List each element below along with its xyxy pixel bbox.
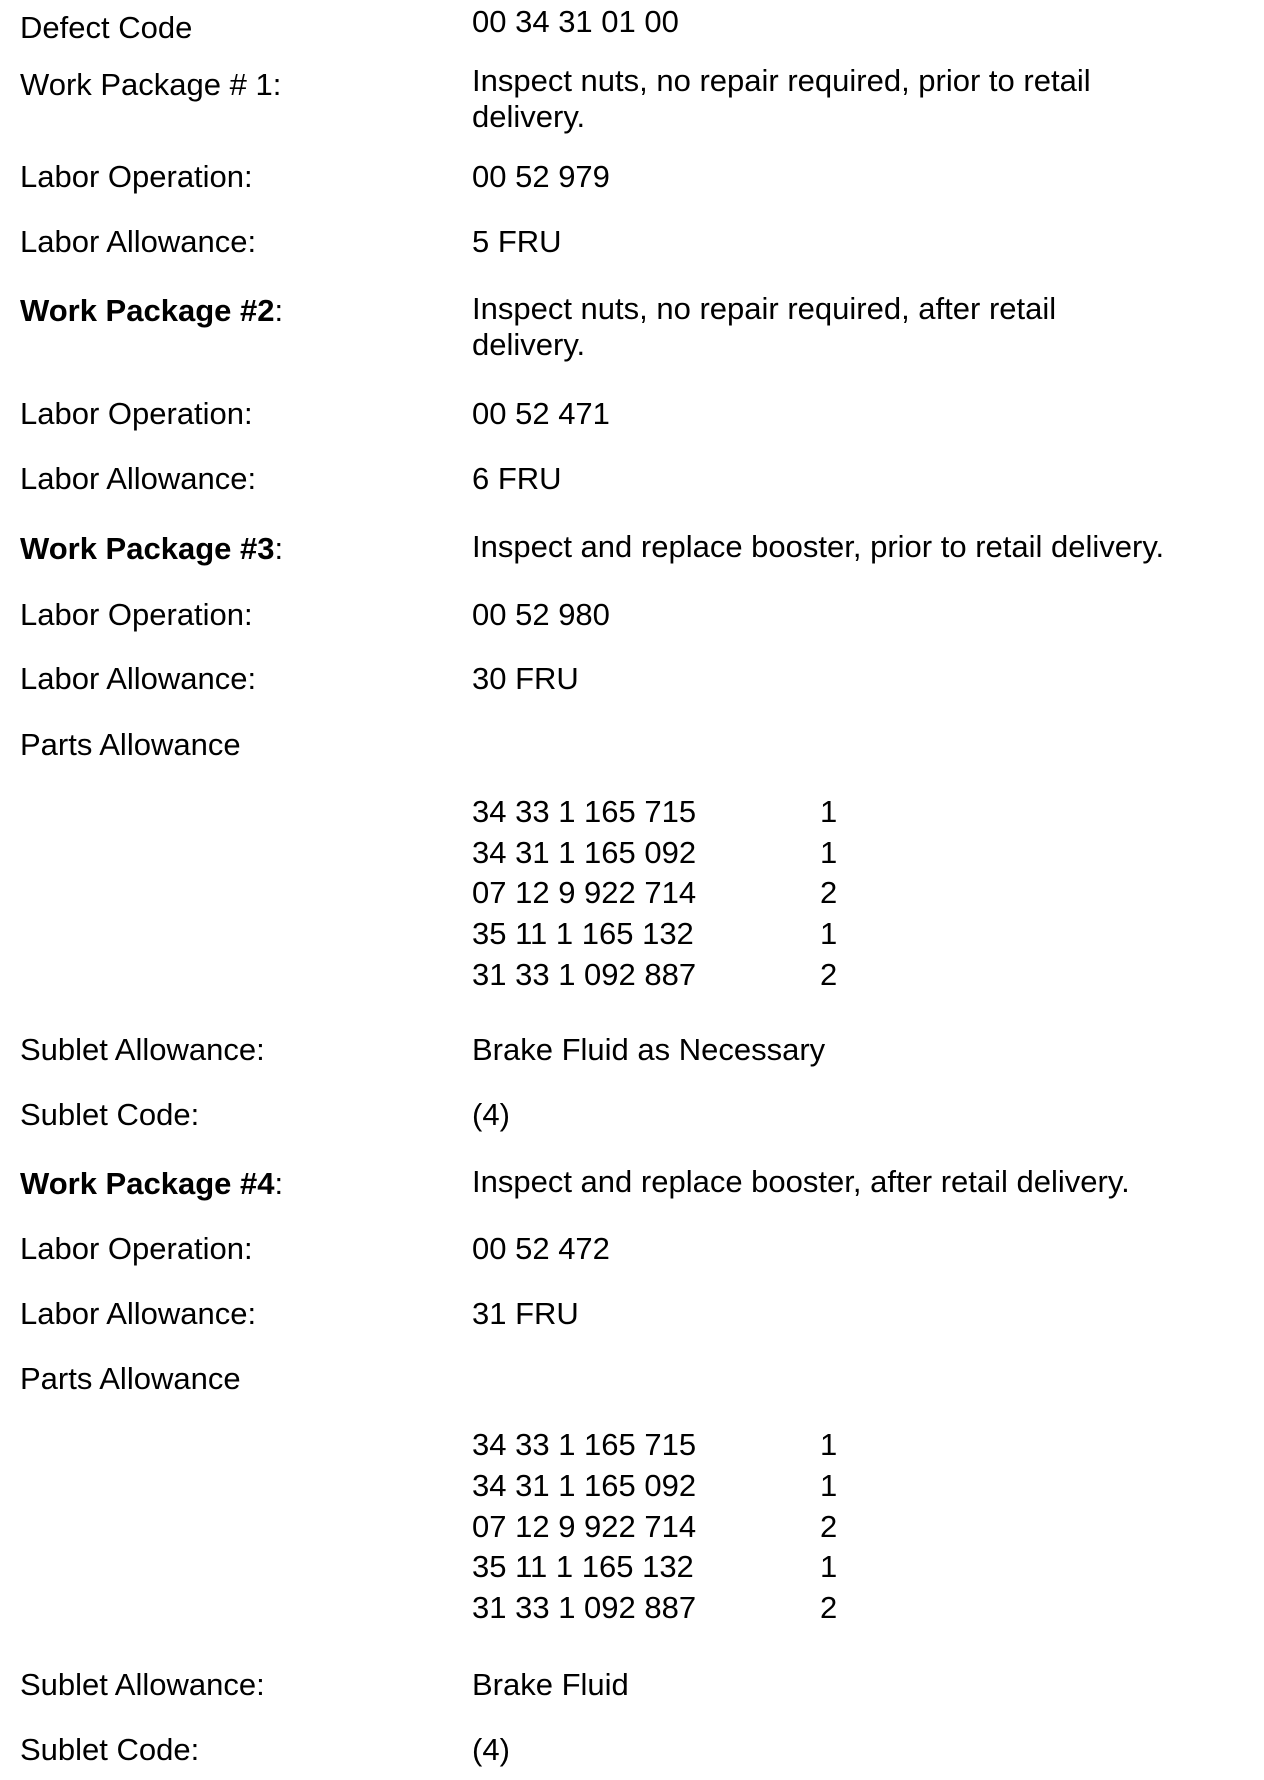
wp4-part-qty: 1 [820,1468,838,1503]
wp2-labor-allowance-value: 6 FRU [472,461,562,496]
work-package-4-label [20,1166,283,1202]
wp3-sublet-allowance-value: Brake Fluid as Necessary [472,1032,826,1067]
wp4-part-qty: 2 [820,1509,838,1544]
wp3-part-number: 35 11 1 165 132 [472,916,694,951]
wp2-labor-allowance-label: Labor Allowance: [20,461,257,496]
wp3-part-qty: 1 [820,835,838,870]
wp3-labor-operation-value: 00 52 980 [472,597,610,632]
wp4-sublet-code-value: (4) [472,1732,510,1767]
wp1-labor-allowance-value: 5 FRU [472,224,562,259]
wp4-part-qty: 1 [820,1549,838,1584]
wp4-sublet-allowance-value: Brake Fluid [472,1667,629,1702]
work-package-2-label-text: Work Package #2 [20,293,275,328]
defect-code-value: 00 34 31 01 00 [472,4,679,39]
wp2-labor-operation-label: Labor Operation: [20,396,253,431]
wp1-labor-operation-label: Labor Operation: [20,159,253,194]
wp4-labor-operation-value: 00 52 472 [472,1231,610,1266]
wp4-labor-operation-label: Labor Operation: [20,1231,253,1266]
wp4-part-qty: 1 [820,1427,838,1462]
wp3-sublet-code-label: Sublet Code: [20,1097,200,1132]
work-package-3-label-colon: : [274,531,284,566]
work-package-1-label: Work Package # 1: [20,67,282,102]
wp3-labor-allowance-label: Labor Allowance: [20,661,257,696]
wp3-sublet-allowance-label: Sublet Allowance: [20,1032,265,1067]
wp1-labor-allowance-label: Labor Allowance: [20,224,257,259]
work-package-2-label-colon: : [274,293,284,328]
wp4-labor-allowance-value: 31 FRU [472,1296,579,1331]
wp3-part-qty: 1 [820,794,838,829]
wp3-part-qty: 2 [820,875,838,910]
wp3-labor-allowance-value: 30 FRU [472,661,579,696]
wp4-sublet-allowance-label: Sublet Allowance: [20,1667,265,1702]
wp3-part-number: 34 31 1 165 092 [472,835,697,870]
wp3-part-number: 07 12 9 922 714 [472,875,697,910]
wp4-part-number: 34 31 1 165 092 [472,1468,697,1503]
wp4-sublet-code-label: Sublet Code: [20,1732,200,1767]
work-package-2-description: Inspect nuts, no repair required, after retail delivery. [472,291,1057,362]
work-package-4-description: Inspect and replace booster, after retail delivery. [472,1164,1130,1199]
wp3-parts-allowance-label: Parts Allowance [20,727,241,762]
wp3-labor-operation-label: Labor Operation: [20,597,253,632]
wp2-labor-operation-value: 00 52 471 [472,396,610,431]
work-package-2-label [20,293,283,329]
wp3-part-number: 34 33 1 165 715 [472,794,697,829]
wp3-part-number: 31 33 1 092 887 [472,957,697,992]
defect-code-label: Defect Code [20,10,193,45]
work-package-4-label-text: Work Package #4 [20,1166,275,1201]
work-package-3-label-text: Work Package #3 [20,531,275,566]
wp3-sublet-code-value: (4) [472,1097,510,1132]
wp4-part-number: 35 11 1 165 132 [472,1549,694,1584]
wp3-part-qty: 1 [820,916,838,951]
wp4-labor-allowance-label: Labor Allowance: [20,1296,257,1331]
wp4-part-number: 07 12 9 922 714 [472,1509,697,1544]
wp4-part-number: 34 33 1 165 715 [472,1427,697,1462]
work-package-1-description: Inspect nuts, no repair required, prior to retail delivery. [472,63,1091,134]
wp4-parts-allowance-label: Parts Allowance [20,1361,241,1396]
work-package-3-description: Inspect and replace booster, prior to retail delivery. [472,529,1165,564]
work-package-3-label [20,531,283,567]
wp1-labor-operation-value: 00 52 979 [472,159,610,194]
wp4-part-qty: 2 [820,1590,838,1625]
wp4-part-number: 31 33 1 092 887 [472,1590,697,1625]
work-package-4-label-colon: : [274,1166,284,1201]
wp3-part-qty: 2 [820,957,838,992]
